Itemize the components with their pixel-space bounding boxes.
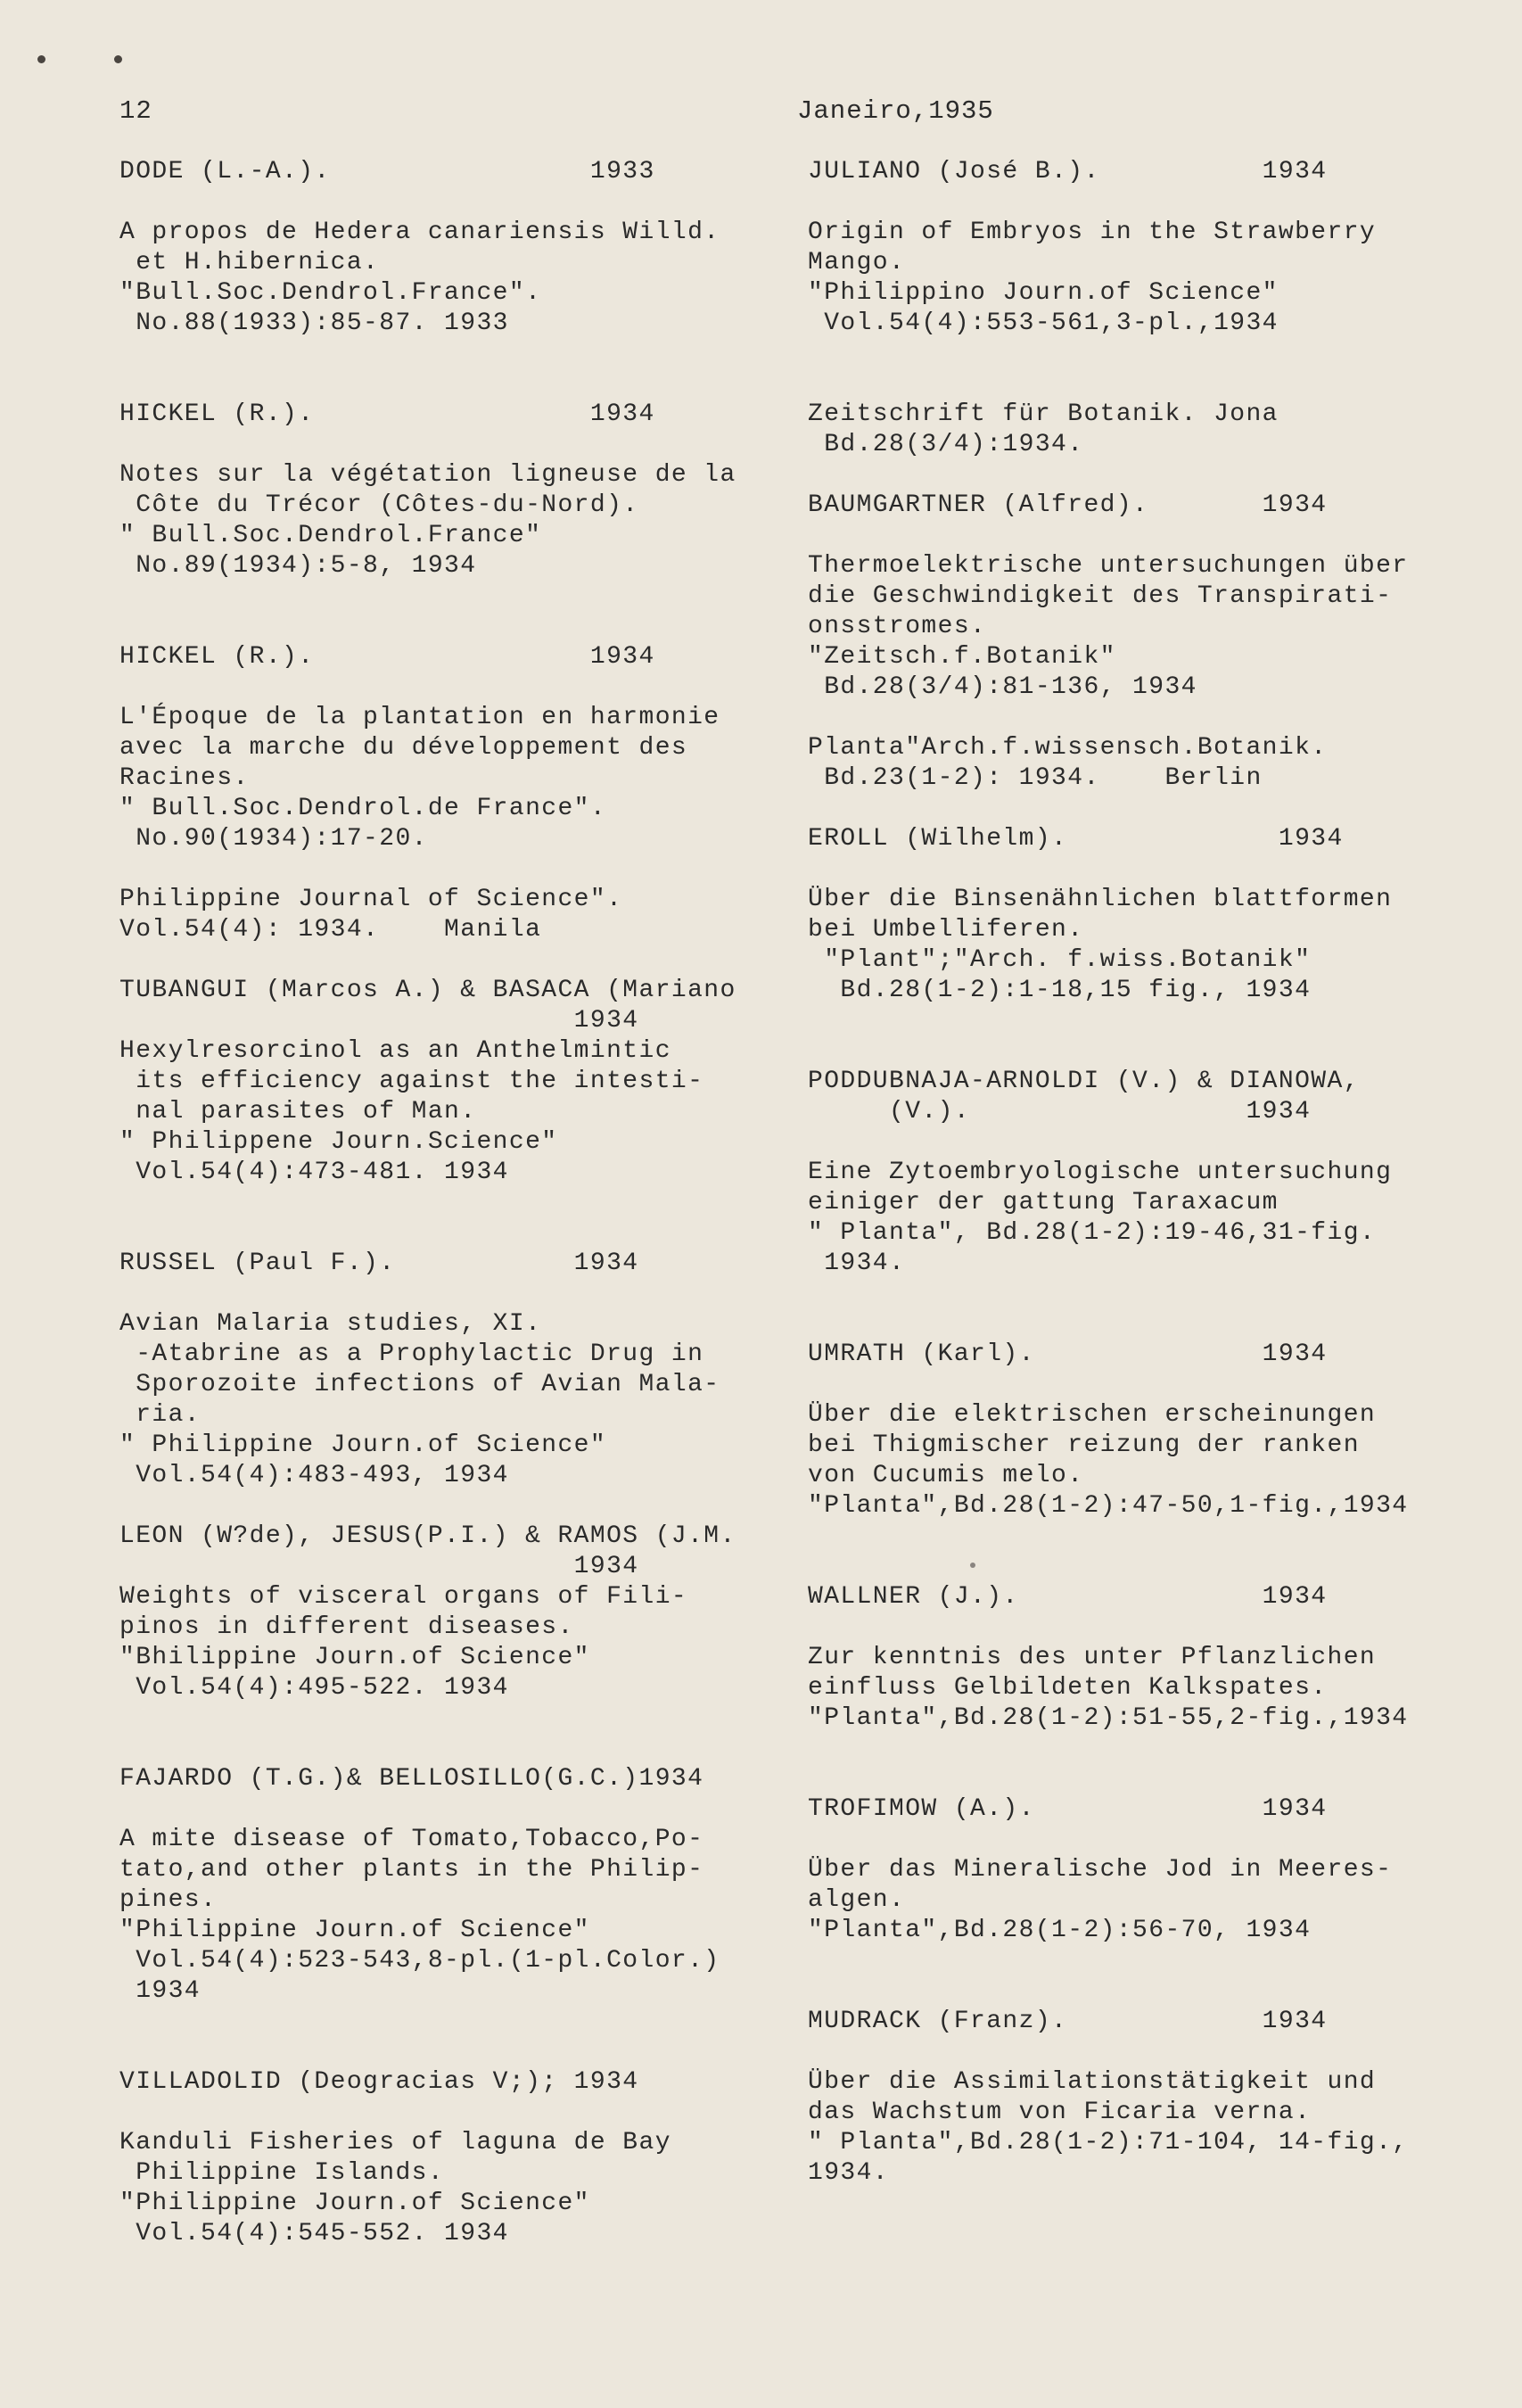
- entry-line: No.88(1933):85-87. 1933: [119, 309, 509, 337]
- entry-line: -Atabrine as a Prophylactic Drug in: [119, 1340, 704, 1368]
- entry-line: "Plant";"Arch. f.wiss.Botanik": [808, 946, 1312, 974]
- right-column: [808, 157, 1450, 2189]
- entry-line: einiger der gattung Taraxacum: [808, 1189, 1279, 1216]
- entry-line: 1934.: [808, 1249, 906, 1277]
- entry-line: bei Umbelliferen.: [808, 916, 1084, 944]
- entry-spacer: [808, 1521, 1450, 1552]
- entry-line: A propos de Hedera canariensis Willd.: [119, 219, 720, 246]
- entry-line: "Philippine Journ.of Science": [119, 1917, 590, 1944]
- entry-line: UMRATH (Karl). 1934: [808, 1340, 1328, 1368]
- entry-line: Vol.54(4):495-522. 1934: [119, 1674, 509, 1702]
- entry-spacer: [119, 945, 797, 976]
- entry-line: Origin of Embryos in the Strawberry: [808, 219, 1377, 246]
- entry-spacer: [808, 339, 1450, 369]
- entry-line: Hexylresorcinol as an Anthelmintic: [119, 1037, 671, 1065]
- entry-spacer: [808, 1734, 1450, 1764]
- entry-line: [119, 1794, 797, 1825]
- entry-spacer: [808, 1279, 1450, 1309]
- entry-spacer: [119, 2037, 797, 2067]
- entry-spacer: [119, 1703, 797, 1734]
- entry-line: Sporozoite infections of Avian Mala-: [119, 1371, 720, 1398]
- entry-spacer: [808, 1036, 1450, 1067]
- bibliography-entry: [808, 824, 1450, 1067]
- entry-line: [808, 1127, 1450, 1158]
- entry-spacer: [119, 1734, 797, 1764]
- entry-line: VILLADOLID (Deogracias V;); 1934: [119, 2068, 639, 2096]
- entry-line: "Philippino Journ.of Science": [808, 279, 1279, 307]
- entry-line: "Planta",Bd.28(1-2):51-55,2-fig.,1934: [808, 1704, 1409, 1732]
- bibliography-entry: [119, 642, 797, 885]
- bibliography-entry: [808, 1582, 1450, 1794]
- bibliography-entry: [808, 1794, 1450, 2007]
- bibliography-entry: [808, 1067, 1450, 1340]
- entry-line: No.89(1934):5-8, 1934: [119, 552, 477, 580]
- entry-spacer: [119, 612, 797, 642]
- entry-line: WALLNER (J.). 1934: [808, 1583, 1328, 1611]
- entry-spacer: [119, 1491, 797, 1521]
- bibliography-entry: [119, 976, 797, 1249]
- entry-line: Planta"Arch.f.wissensch.Botanik.: [808, 734, 1328, 762]
- entry-line: [808, 1612, 1450, 1643]
- entry-line: 1934.: [808, 2159, 890, 2187]
- bibliography-entry: [119, 2067, 797, 2249]
- punch-mark: [114, 55, 122, 63]
- entry-line: 1934: [119, 1007, 639, 1035]
- entry-line: [808, 521, 1450, 551]
- entry-spacer: [808, 1552, 1450, 1582]
- entry-line: RUSSEL (Paul F.). 1934: [119, 1249, 639, 1277]
- entry-line: Bd.28(1-2):1-18,15 fig., 1934: [808, 977, 1312, 1004]
- page-number: 12: [119, 96, 152, 126]
- entry-line: pines.: [119, 1886, 218, 1914]
- entry-line: Racines.: [119, 764, 250, 792]
- entry-line: [808, 187, 1450, 218]
- entry-spacer: [119, 339, 797, 369]
- entry-line: BAUMGARTNER (Alfred). 1934: [808, 491, 1328, 519]
- entry-line: avec la marche du développement des: [119, 734, 688, 762]
- entry-spacer: [808, 460, 1450, 491]
- entry-line: "Planta",Bd.28(1-2):56-70, 1934: [808, 1917, 1312, 1944]
- entry-line: die Geschwindigkeit des Transpirati-: [808, 582, 1393, 610]
- entry-line: Vol.54(4):553-561,3-pl.,1934: [808, 309, 1279, 337]
- entry-line: tato,and other plants in the Philip-: [119, 1856, 704, 1884]
- entry-spacer: [119, 369, 797, 400]
- bibliography-entry: [119, 157, 797, 400]
- entry-line: ria.: [119, 1401, 202, 1429]
- entry-line: Côte du Trécor (Côtes-du-Nord).: [119, 491, 639, 519]
- entry-line: " Bull.Soc.Dendrol.France": [119, 522, 542, 549]
- entry-spacer: [119, 1188, 797, 1218]
- entry-line: "Philippine Journ.of Science": [119, 2189, 590, 2217]
- entry-line: Kanduli Fisheries of laguna de Bay: [119, 2129, 671, 2156]
- entry-spacer: [808, 1976, 1450, 2007]
- entry-line: "Bhilippine Journ.of Science": [119, 1644, 590, 1671]
- entry-line: " Planta", Bd.28(1-2):19-46,31-fig.: [808, 1219, 1377, 1247]
- entry-line: TROFIMOW (A.). 1934: [808, 1795, 1328, 1823]
- entry-line: "Planta",Bd.28(1-2):47-50,1-fig.,1934: [808, 1492, 1409, 1520]
- left-column: [119, 157, 797, 2249]
- entry-line: TUBANGUI (Marcos A.) & BASACA (Mariano: [119, 977, 736, 1004]
- entry-spacer: [808, 703, 1450, 733]
- bibliography-entry: [808, 733, 1450, 824]
- entry-line: Vol.54(4):523-543,8-pl.(1-pl.Color.): [119, 1947, 720, 1975]
- entry-line: et H.hibernica.: [119, 249, 380, 276]
- entry-line: [808, 2037, 1450, 2067]
- entry-line: Über die elektrischen erscheinungen: [808, 1401, 1377, 1429]
- entry-line: HICKEL (R.). 1934: [119, 400, 655, 428]
- entry-line: [808, 854, 1450, 885]
- entry-line: Zeitschrift für Botanik. Jona: [808, 400, 1279, 428]
- entry-line: Notes sur la végétation ligneuse de la: [119, 461, 736, 489]
- entry-line: MUDRACK (Franz). 1934: [808, 2008, 1328, 2035]
- bibliography-entry: [808, 2007, 1450, 2189]
- entry-line: Thermoelektrische untersuchungen über: [808, 552, 1409, 580]
- entry-line: Über die Binsenähnlichen blattformen: [808, 886, 1393, 913]
- punch-mark: [37, 55, 45, 63]
- entry-line: Philippine Journal of Science".: [119, 886, 623, 913]
- entry-line: pinos in different diseases.: [119, 1613, 574, 1641]
- entry-line: Vol.54(4): 1934. Manila: [119, 916, 542, 944]
- bibliography-entry: [119, 400, 797, 642]
- entry-line: "Bull.Soc.Dendrol.France".: [119, 279, 542, 307]
- entry-line: Über die Assimilationstätigkeit und: [808, 2068, 1377, 2096]
- entry-spacer: [808, 1764, 1450, 1794]
- entry-line: HICKEL (R.). 1934: [119, 643, 655, 671]
- entry-line: Bd.23(1-2): 1934. Berlin: [808, 764, 1263, 792]
- entry-line: 1934: [119, 1553, 639, 1580]
- entry-line: Bd.28(3/4):1934.: [808, 431, 1084, 458]
- bibliography-entry: [119, 1521, 797, 1764]
- entry-line: A mite disease of Tomato,Tobacco,Po-: [119, 1826, 704, 1853]
- entry-spacer: [119, 581, 797, 612]
- entry-spacer: [808, 1946, 1450, 1976]
- entry-line: einfluss Gelbildeten Kalkspates.: [808, 1674, 1328, 1702]
- bibliography-entry: [119, 1764, 797, 2067]
- entry-line: Weights of visceral organs of Fili-: [119, 1583, 688, 1611]
- entry-line: " Planta",Bd.28(1-2):71-104, 14-fig.,: [808, 2129, 1409, 2156]
- entry-line: [808, 1370, 1450, 1400]
- entry-line: [119, 1279, 797, 1309]
- entry-line: DODE (L.-A.). 1933: [119, 158, 655, 186]
- entry-line: onsstromes.: [808, 613, 987, 640]
- entry-line: das Wachstum von Ficaria verna.: [808, 2099, 1312, 2126]
- bibliography-entry: [808, 491, 1450, 733]
- entry-line: " Bull.Soc.Dendrol.de France".: [119, 795, 607, 822]
- entry-line: Philippine Islands.: [119, 2159, 445, 2187]
- entry-line: [119, 187, 797, 218]
- bibliography-entry: [119, 885, 797, 976]
- bibliography-entry: [808, 1340, 1450, 1582]
- entry-line: its efficiency against the intesti-: [119, 1068, 704, 1095]
- entry-spacer: [119, 854, 797, 885]
- page-header: [119, 96, 1522, 132]
- entry-line: JULIANO (José B.). 1934: [808, 158, 1328, 186]
- entry-line: [119, 672, 797, 703]
- entry-spacer: [119, 1218, 797, 1249]
- entry-line: 1934: [119, 1977, 202, 2005]
- entry-line: [808, 1825, 1450, 1855]
- entry-line: " Philippine Journ.of Science": [119, 1431, 607, 1459]
- entry-line: Zur kenntnis des unter Pflanzlichen: [808, 1644, 1377, 1671]
- entry-line: PODDUBNAJA-ARNOLDI (V.) & DIANOWA,: [808, 1068, 1360, 1095]
- entry-line: [119, 2098, 797, 2128]
- entry-line: LEON (W?de), JESUS(P.I.) & RAMOS (J.M.: [119, 1522, 736, 1550]
- entry-line: "Zeitsch.f.Botanik": [808, 643, 1116, 671]
- entry-line: No.90(1934):17-20.: [119, 825, 428, 853]
- ink-smudge: [970, 1563, 975, 1568]
- entry-spacer: [808, 1309, 1450, 1340]
- entry-spacer: [808, 1006, 1450, 1036]
- entry-line: [119, 430, 797, 460]
- entry-line: algen.: [808, 1886, 906, 1914]
- entry-line: Vol.54(4):483-493, 1934: [119, 1462, 509, 1489]
- entry-line: Bd.28(3/4):81-136, 1934: [808, 673, 1197, 701]
- entry-line: Über das Mineralische Jod in Meeres-: [808, 1856, 1393, 1884]
- entry-line: bei Thigmischer reizung der ranken: [808, 1431, 1360, 1459]
- bibliography-entry: [808, 400, 1450, 491]
- page-date: Janeiro,1935: [797, 96, 994, 126]
- entry-line: (V.). 1934: [808, 1098, 1312, 1126]
- entry-line: L'Époque de la plantation en harmonie: [119, 704, 720, 731]
- entry-spacer: [119, 2007, 797, 2037]
- bibliography-entry: [119, 1249, 797, 1521]
- entry-spacer: [808, 369, 1450, 400]
- entry-spacer: [808, 794, 1450, 824]
- entry-line: Eine Zytoembryologische untersuchung: [808, 1159, 1393, 1186]
- entry-line: Mango.: [808, 249, 906, 276]
- entry-line: nal parasites of Man.: [119, 1098, 477, 1126]
- entry-line: Vol.54(4):473-481. 1934: [119, 1159, 509, 1186]
- entry-line: FAJARDO (T.G.)& BELLOSILLO(G.C.)1934: [119, 1765, 704, 1793]
- entry-line: EROLL (Wilhelm). 1934: [808, 825, 1344, 853]
- entry-line: " Philippene Journ.Science": [119, 1128, 558, 1156]
- bibliography-entry: [808, 157, 1450, 400]
- entry-line: Avian Malaria studies, XI.: [119, 1310, 542, 1338]
- entry-line: Vol.54(4):545-552. 1934: [119, 2220, 509, 2247]
- entry-line: von Cucumis melo.: [808, 1462, 1084, 1489]
